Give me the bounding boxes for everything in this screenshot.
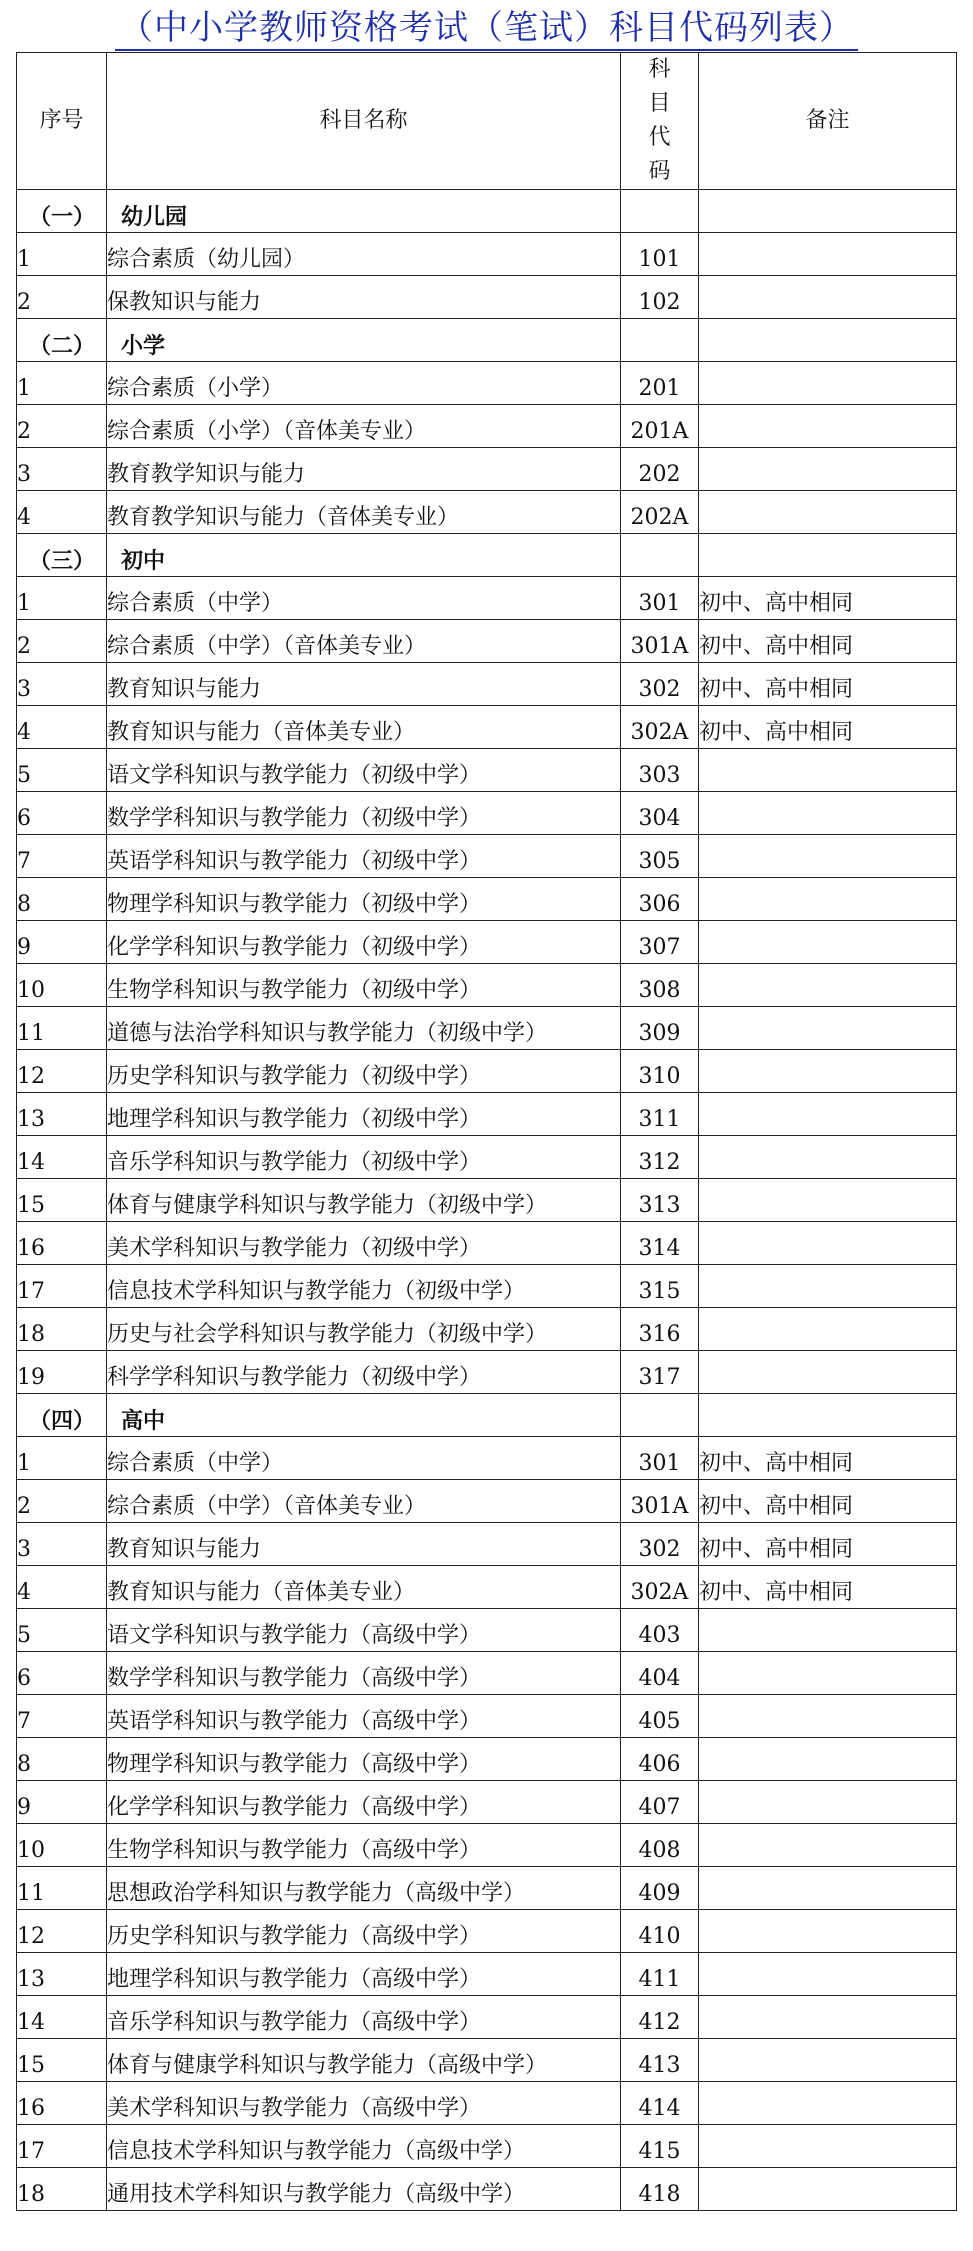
table-row <box>17 620 957 663</box>
row-subject-code: 303 <box>621 749 699 792</box>
table-row <box>17 1437 957 1480</box>
row-subject-name: 化学学科知识与教学能力（高级中学） <box>107 1781 621 1824</box>
row-subject-code: 414 <box>621 2082 699 2125</box>
table-row <box>17 1652 957 1695</box>
section-note-empty <box>699 190 957 233</box>
row-note <box>699 2039 957 2082</box>
row-subject-name: 道德与法治学科知识与教学能力（初级中学） <box>107 1007 621 1050</box>
section-header-row <box>17 1394 957 1437</box>
row-seq: 10 <box>17 964 107 1007</box>
row-note <box>699 1136 957 1179</box>
section-header-row <box>17 319 957 362</box>
page-title <box>0 6 973 50</box>
row-subject-code: 302 <box>621 1523 699 1566</box>
row-seq: 2 <box>17 405 107 448</box>
header-code <box>621 53 699 190</box>
section-label: （三） <box>17 534 107 577</box>
row-note <box>699 1867 957 1910</box>
row-seq: 6 <box>17 792 107 835</box>
table-row <box>17 1738 957 1781</box>
table-row <box>17 1910 957 1953</box>
section-note-empty <box>699 1394 957 1437</box>
row-subject-code: 202 <box>621 448 699 491</box>
row-note <box>699 448 957 491</box>
row-subject-code: 313 <box>621 1179 699 1222</box>
row-subject-code: 408 <box>621 1824 699 1867</box>
row-subject-code: 307 <box>621 921 699 964</box>
row-subject-code: 201A <box>621 405 699 448</box>
row-note <box>699 276 957 319</box>
row-seq: 1 <box>17 233 107 276</box>
table-row <box>17 706 957 749</box>
row-subject-name: 体育与健康学科知识与教学能力（初级中学） <box>107 1179 621 1222</box>
row-seq: 15 <box>17 1179 107 1222</box>
row-subject-code: 302A <box>621 706 699 749</box>
table-row <box>17 577 957 620</box>
row-subject-code: 407 <box>621 1781 699 1824</box>
row-note: 初中、高中相同 <box>699 706 957 749</box>
row-seq: 16 <box>17 2082 107 2125</box>
row-subject-code: 317 <box>621 1351 699 1394</box>
row-seq: 17 <box>17 1265 107 1308</box>
table-row <box>17 362 957 405</box>
row-seq: 5 <box>17 1609 107 1652</box>
row-subject-code: 308 <box>621 964 699 1007</box>
row-subject-code: 405 <box>621 1695 699 1738</box>
header-seq: 序号 <box>17 53 107 190</box>
row-note <box>699 1265 957 1308</box>
row-subject-name: 综合素质（中学） <box>107 1437 621 1480</box>
table-row <box>17 1609 957 1652</box>
row-subject-name: 思想政治学科知识与教学能力（高级中学） <box>107 1867 621 1910</box>
row-seq: 18 <box>17 1308 107 1351</box>
row-subject-name: 生物学科知识与教学能力（高级中学） <box>107 1824 621 1867</box>
row-subject-name: 科学学科知识与教学能力（初级中学） <box>107 1351 621 1394</box>
row-subject-name: 保教知识与能力 <box>107 276 621 319</box>
row-subject-name: 教育教学知识与能力（音体美专业） <box>107 491 621 534</box>
row-note: 初中、高中相同 <box>699 577 957 620</box>
row-subject-name: 美术学科知识与教学能力（初级中学） <box>107 1222 621 1265</box>
table-row <box>17 1695 957 1738</box>
row-subject-code: 302A <box>621 1566 699 1609</box>
row-subject-name: 音乐学科知识与教学能力（高级中学） <box>107 1996 621 2039</box>
row-note <box>699 2082 957 2125</box>
row-seq: 9 <box>17 1781 107 1824</box>
row-subject-name: 音乐学科知识与教学能力（初级中学） <box>107 1136 621 1179</box>
row-note <box>699 1179 957 1222</box>
section-name: 初中 <box>107 534 621 577</box>
row-note <box>699 233 957 276</box>
row-seq: 12 <box>17 1910 107 1953</box>
table-row <box>17 1136 957 1179</box>
row-seq: 12 <box>17 1050 107 1093</box>
row-note <box>699 964 957 1007</box>
row-note: 初中、高中相同 <box>699 1480 957 1523</box>
row-note <box>699 1351 957 1394</box>
table-header-row <box>17 53 957 190</box>
section-note-empty <box>699 319 957 362</box>
row-note <box>699 1953 957 1996</box>
row-note <box>699 835 957 878</box>
row-seq: 8 <box>17 878 107 921</box>
row-note <box>699 1007 957 1050</box>
row-subject-name: 教育知识与能力（音体美专业） <box>107 1566 621 1609</box>
table-row <box>17 2082 957 2125</box>
row-note <box>699 491 957 534</box>
header-note: 备注 <box>699 53 957 190</box>
row-subject-name: 体育与健康学科知识与教学能力（高级中学） <box>107 2039 621 2082</box>
row-subject-code: 409 <box>621 1867 699 1910</box>
row-subject-code: 202A <box>621 491 699 534</box>
row-subject-code: 311 <box>621 1093 699 1136</box>
row-note <box>699 1609 957 1652</box>
row-subject-code: 315 <box>621 1265 699 1308</box>
row-seq: 2 <box>17 620 107 663</box>
table-row <box>17 663 957 706</box>
row-subject-name: 综合素质（中学）（音体美专业） <box>107 1480 621 1523</box>
row-seq: 4 <box>17 706 107 749</box>
row-seq: 3 <box>17 663 107 706</box>
section-label: （二） <box>17 319 107 362</box>
row-seq: 13 <box>17 1953 107 1996</box>
row-seq: 4 <box>17 491 107 534</box>
section-name: 小学 <box>107 319 621 362</box>
section-note-empty <box>699 534 957 577</box>
row-subject-code: 411 <box>621 1953 699 1996</box>
table-row <box>17 964 957 1007</box>
section-code-empty <box>621 190 699 233</box>
row-seq: 11 <box>17 1007 107 1050</box>
row-note <box>699 1781 957 1824</box>
row-subject-code: 301 <box>621 577 699 620</box>
table-row <box>17 448 957 491</box>
row-seq: 2 <box>17 276 107 319</box>
row-subject-code: 412 <box>621 1996 699 2039</box>
row-seq: 1 <box>17 362 107 405</box>
row-subject-code: 301 <box>621 1437 699 1480</box>
row-subject-code: 102 <box>621 276 699 319</box>
row-subject-name: 地理学科知识与教学能力（初级中学） <box>107 1093 621 1136</box>
row-seq: 4 <box>17 1566 107 1609</box>
section-label: （四） <box>17 1394 107 1437</box>
row-note: 初中、高中相同 <box>699 1523 957 1566</box>
row-note: 初中、高中相同 <box>699 1566 957 1609</box>
table-row <box>17 2125 957 2168</box>
row-subject-name: 英语学科知识与教学能力（高级中学） <box>107 1695 621 1738</box>
row-subject-code: 301A <box>621 1480 699 1523</box>
table-row <box>17 1351 957 1394</box>
row-note: 初中、高中相同 <box>699 1437 957 1480</box>
row-note: 初中、高中相同 <box>699 663 957 706</box>
row-subject-code: 101 <box>621 233 699 276</box>
row-subject-name: 历史与社会学科知识与教学能力（初级中学） <box>107 1308 621 1351</box>
table-row <box>17 1824 957 1867</box>
table-row <box>17 1308 957 1351</box>
section-code-empty <box>621 319 699 362</box>
table-row <box>17 1050 957 1093</box>
row-subject-code: 306 <box>621 878 699 921</box>
row-note <box>699 1996 957 2039</box>
table-row <box>17 1007 957 1050</box>
row-subject-code: 415 <box>621 2125 699 2168</box>
header-code-text: 科目代码 <box>648 57 671 184</box>
section-code-empty <box>621 534 699 577</box>
row-seq: 3 <box>17 448 107 491</box>
row-seq: 5 <box>17 749 107 792</box>
table-row <box>17 233 957 276</box>
row-note <box>699 405 957 448</box>
row-subject-code: 301A <box>621 620 699 663</box>
row-subject-name: 信息技术学科知识与教学能力（高级中学） <box>107 2125 621 2168</box>
row-note <box>699 1695 957 1738</box>
table-row <box>17 1996 957 2039</box>
row-note <box>699 1308 957 1351</box>
section-label: （一） <box>17 190 107 233</box>
row-note <box>699 1222 957 1265</box>
row-subject-code: 310 <box>621 1050 699 1093</box>
row-seq: 14 <box>17 1996 107 2039</box>
row-subject-code: 314 <box>621 1222 699 1265</box>
row-subject-code: 302 <box>621 663 699 706</box>
row-seq: 15 <box>17 2039 107 2082</box>
row-note <box>699 362 957 405</box>
row-note <box>699 2168 957 2211</box>
row-subject-name: 历史学科知识与教学能力（初级中学） <box>107 1050 621 1093</box>
row-note <box>699 749 957 792</box>
row-subject-name: 化学学科知识与教学能力（初级中学） <box>107 921 621 964</box>
row-subject-code: 406 <box>621 1738 699 1781</box>
table-row <box>17 1953 957 1996</box>
row-seq: 18 <box>17 2168 107 2211</box>
row-seq: 17 <box>17 2125 107 2168</box>
row-note: 初中、高中相同 <box>699 620 957 663</box>
row-subject-code: 309 <box>621 1007 699 1050</box>
table-row <box>17 491 957 534</box>
row-subject-name: 历史学科知识与教学能力（高级中学） <box>107 1910 621 1953</box>
page-title-text: （中小学教师资格考试（笔试）科目代码列表） <box>115 8 858 51</box>
row-subject-name: 生物学科知识与教学能力（初级中学） <box>107 964 621 1007</box>
row-note <box>699 921 957 964</box>
row-seq: 11 <box>17 1867 107 1910</box>
row-note <box>699 878 957 921</box>
row-subject-code: 418 <box>621 2168 699 2211</box>
row-note <box>699 1652 957 1695</box>
header-name: 科目名称 <box>107 53 621 190</box>
table-row <box>17 878 957 921</box>
table-row <box>17 1222 957 1265</box>
table-body <box>17 190 957 2211</box>
row-subject-name: 物理学科知识与教学能力（高级中学） <box>107 1738 621 1781</box>
row-seq: 1 <box>17 577 107 620</box>
table-row <box>17 749 957 792</box>
row-subject-name: 语文学科知识与教学能力（初级中学） <box>107 749 621 792</box>
row-subject-code: 201 <box>621 362 699 405</box>
table-row <box>17 835 957 878</box>
subject-code-table <box>16 52 957 2211</box>
row-seq: 14 <box>17 1136 107 1179</box>
row-seq: 16 <box>17 1222 107 1265</box>
row-note <box>699 1738 957 1781</box>
row-seq: 10 <box>17 1824 107 1867</box>
table-row <box>17 1179 957 1222</box>
section-name: 幼儿园 <box>107 190 621 233</box>
row-note <box>699 1050 957 1093</box>
row-seq: 1 <box>17 1437 107 1480</box>
row-subject-code: 413 <box>621 2039 699 2082</box>
row-subject-name: 英语学科知识与教学能力（初级中学） <box>107 835 621 878</box>
row-subject-code: 316 <box>621 1308 699 1351</box>
row-subject-name: 综合素质（小学） <box>107 362 621 405</box>
section-name: 高中 <box>107 1394 621 1437</box>
row-note <box>699 1093 957 1136</box>
row-subject-name: 美术学科知识与教学能力（高级中学） <box>107 2082 621 2125</box>
row-subject-code: 403 <box>621 1609 699 1652</box>
table-row <box>17 2168 957 2211</box>
row-seq: 8 <box>17 1738 107 1781</box>
table-row <box>17 1781 957 1824</box>
row-note <box>699 792 957 835</box>
row-seq: 9 <box>17 921 107 964</box>
row-note <box>699 1910 957 1953</box>
row-note <box>699 1824 957 1867</box>
row-note <box>699 2125 957 2168</box>
table-row <box>17 1867 957 1910</box>
row-subject-name: 综合素质（小学）（音体美专业） <box>107 405 621 448</box>
row-subject-name: 综合素质（中学） <box>107 577 621 620</box>
row-seq: 6 <box>17 1652 107 1695</box>
row-seq: 13 <box>17 1093 107 1136</box>
table-row <box>17 1480 957 1523</box>
row-subject-name: 语文学科知识与教学能力（高级中学） <box>107 1609 621 1652</box>
table-row <box>17 405 957 448</box>
row-seq: 2 <box>17 1480 107 1523</box>
row-subject-name: 物理学科知识与教学能力（初级中学） <box>107 878 621 921</box>
table-row <box>17 792 957 835</box>
row-subject-name: 数学学科知识与教学能力（初级中学） <box>107 792 621 835</box>
section-header-row <box>17 190 957 233</box>
row-subject-name: 信息技术学科知识与教学能力（初级中学） <box>107 1265 621 1308</box>
row-subject-code: 312 <box>621 1136 699 1179</box>
row-seq: 7 <box>17 835 107 878</box>
table-row <box>17 1566 957 1609</box>
row-subject-code: 410 <box>621 1910 699 1953</box>
row-subject-name: 综合素质（中学）（音体美专业） <box>107 620 621 663</box>
row-subject-code: 404 <box>621 1652 699 1695</box>
row-subject-name: 综合素质（幼儿园） <box>107 233 621 276</box>
row-subject-name: 教育知识与能力（音体美专业） <box>107 706 621 749</box>
row-seq: 19 <box>17 1351 107 1394</box>
row-subject-code: 305 <box>621 835 699 878</box>
row-subject-name: 教育知识与能力 <box>107 663 621 706</box>
row-seq: 3 <box>17 1523 107 1566</box>
table-row <box>17 1523 957 1566</box>
row-subject-name: 教育教学知识与能力 <box>107 448 621 491</box>
row-subject-name: 教育知识与能力 <box>107 1523 621 1566</box>
table-row <box>17 1265 957 1308</box>
row-subject-code: 304 <box>621 792 699 835</box>
table-row <box>17 1093 957 1136</box>
section-header-row <box>17 534 957 577</box>
table-row <box>17 2039 957 2082</box>
row-seq: 7 <box>17 1695 107 1738</box>
table-row <box>17 276 957 319</box>
row-subject-name: 地理学科知识与教学能力（高级中学） <box>107 1953 621 1996</box>
table-row <box>17 921 957 964</box>
row-subject-name: 通用技术学科知识与教学能力（高级中学） <box>107 2168 621 2211</box>
section-code-empty <box>621 1394 699 1437</box>
row-subject-name: 数学学科知识与教学能力（高级中学） <box>107 1652 621 1695</box>
